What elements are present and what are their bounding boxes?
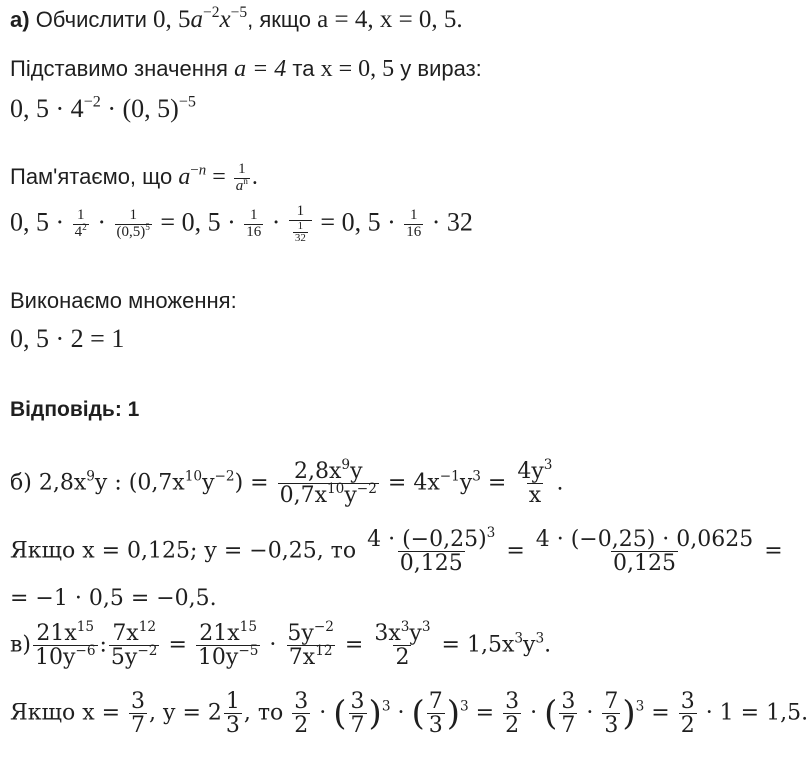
answer-a: Відповідь: 1 <box>10 398 140 421</box>
part-b-line3: = −1 · 0,5 = −0,5. <box>10 586 217 611</box>
part-b-line2: Якщо x = 0,125; y = −0,25, то $\frac{4 \cdot (-0,25)^3}{0,125}$ = $\frac{4 \cdot (-0,25) \cdot 0,0625}{0,125}$ = <box>10 525 783 577</box>
substitute-tail: у вираз: <box>400 56 482 81</box>
part-c-label: в) <box>10 632 31 658</box>
task-a-expression: 0, $5a^{-2}x^{-5}$ <box>153 3 248 33</box>
part-c-line1: в) $\frac{21x^{15}}{10y^{-6}}$ : $\frac{7x^{12}}{5y^{-2}}$ = $\frac{21x^{15}}{10y^{-5}}$ · $\frac{5y^{-2}}{7x^{12}}$ = $\frac{3x^3y^3}{2}$ = $1,5x^3y^3$. <box>10 619 552 671</box>
remember-text: Пам'ятаємо, що <box>10 163 173 189</box>
part-b-mid: y : (0,7x <box>94 470 185 496</box>
part-b-result1: = 4x <box>387 470 440 496</box>
multiply-result: 0, 5 · 2 = 1 <box>10 324 125 353</box>
substitute-x: x = 0, 5 <box>320 56 395 82</box>
substitute-line <box>10 56 482 83</box>
part-b-result2: y <box>459 470 473 496</box>
part-b-label: б) <box>10 470 32 496</box>
substitute-text: Підставимо значення <box>10 56 228 81</box>
expression-line: 0, $5 \cdot 4^{-2} \cdot (0$, 5)$^{-5}$ <box>10 93 196 123</box>
part-c-result: = 1,5x <box>441 632 515 658</box>
task-a-condition: a = 4, x = 0, 5. <box>317 6 463 33</box>
task-a-line <box>10 3 463 34</box>
task-a-text: Обчислити <box>35 7 147 32</box>
part-c-final: · 1 = 1,5. <box>705 700 808 726</box>
multiply-line: Виконаємо множення: <box>10 288 237 313</box>
part-c-line2: Якщо x = $\frac{3}{7}$ , y = 2 $\frac{1}{3}$ , то $\frac{3}{2}$ · ( $\frac{3}{7}$ )$^3$ · ( $\frac{7}{3}$ )$^3$ = $\frac{3}{2}$ · ( $\frac{3}{7}$ · $\frac{7}{3}$ )$^3$ = $\frac{3}{2}$ · 1 = 1,5. <box>10 689 808 739</box>
substitute-a: a = 4 <box>234 56 287 82</box>
fraction-chain-line: 0, 5 · $\frac{1}{4^2}$ · $\frac{1}{(0,5)^5}$ = 0, 5 · $\frac{1}{16}$ · $\frac{1}{\frac{1}{32}}$ = 0, 5 · $\frac{1}{16}$ · 32 <box>10 203 473 245</box>
part-b-line1: б) $2,8x^9y$ : $(0,7x^{10}y^{-2})$ = $\frac{2,8x^9y}{0,7x^{10}y^{-2}}$ = $4x^{-1}y^3$ = $\frac{4y^3}{x}$ . <box>10 457 564 509</box>
expression-part1: 0, 5 · 4 <box>10 94 84 123</box>
remember-line <box>10 162 258 195</box>
part-b-left: 2,8x <box>38 470 87 496</box>
part-b-condition: Якщо x = 0,125; y = −0,25, то <box>10 538 357 564</box>
part-c-condition: Якщо x = <box>10 700 121 726</box>
part-a-label: а) <box>10 7 30 32</box>
part-c-y: , y = 2 <box>149 700 222 726</box>
substitute-and: та <box>292 56 315 81</box>
expression-part2: · (0, 5) <box>100 94 179 123</box>
task-a-cond-text: , якщо <box>247 7 312 32</box>
remember-formula: $a^{-n}$ = $\frac{1}{a^n}$ . <box>178 161 258 194</box>
part-c-then: , то <box>243 700 284 726</box>
